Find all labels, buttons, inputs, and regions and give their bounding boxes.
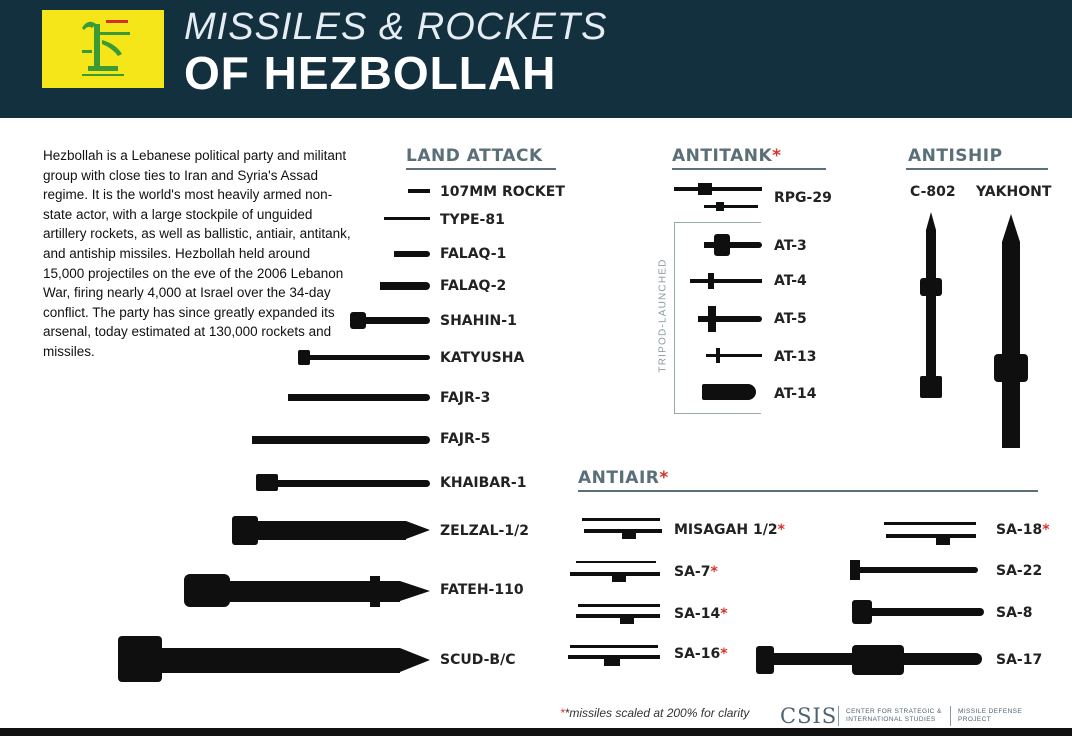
label-fajr5: FAJR-5 xyxy=(440,431,491,447)
header-banner xyxy=(0,0,1072,118)
missile-107mm-icon xyxy=(408,189,430,193)
section-antitank: ANTITANK* xyxy=(672,146,782,166)
section-antiair: ANTIAIR* xyxy=(578,468,669,488)
label-type81: TYPE-81 xyxy=(440,212,505,228)
label-at14: AT-14 xyxy=(774,386,817,402)
section-rule xyxy=(406,168,556,170)
label-falaq1: FALAQ-1 xyxy=(440,246,507,262)
label-c802: C-802 xyxy=(910,184,956,200)
label-khaibar1: KHAIBAR-1 xyxy=(440,475,527,491)
label-zelzal: ZELZAL-1/2 xyxy=(440,523,529,539)
label-falaq2: FALAQ-2 xyxy=(440,278,507,294)
label-sa17: SA-17 xyxy=(996,652,1043,668)
label-at3: AT-3 xyxy=(774,238,807,254)
label-at5: AT-5 xyxy=(774,311,807,327)
label-yakhont: YAKHONT xyxy=(976,184,1052,200)
label-fajr3: FAJR-3 xyxy=(440,390,491,406)
label-at13: AT-13 xyxy=(774,349,817,365)
label-sa7: SA-7* xyxy=(674,564,718,580)
section-land-attack: LAND ATTACK xyxy=(406,146,543,166)
missile-type81-icon xyxy=(384,217,430,220)
title-line-2: OF HEZBOLLAH xyxy=(184,47,557,99)
csis-subtitle: CENTER FOR STRATEGIC & INTERNATIONAL STUDIES xyxy=(846,708,942,723)
label-sa8: SA-8 xyxy=(996,605,1033,621)
label-sa14: SA-14* xyxy=(674,606,728,622)
missile-falaq2-icon xyxy=(380,282,430,290)
scale-footnote: **missiles scaled at 200% for clarity xyxy=(560,706,750,720)
label-fateh110: FATEH-110 xyxy=(440,582,524,598)
tripod-label: TRIPOD-LAUNCHED xyxy=(657,258,669,373)
label-katyusha: KATYUSHA xyxy=(440,350,525,366)
title-line-1: MISSILES & ROCKETS xyxy=(184,6,608,48)
section-rule xyxy=(906,168,1048,170)
section-antiship: ANTISHIP xyxy=(908,146,1003,166)
section-rule xyxy=(578,490,1038,492)
hezbollah-flag-icon xyxy=(42,10,164,88)
label-107mm: 107MM ROCKET xyxy=(440,184,565,200)
label-sa18: SA-18* xyxy=(996,522,1050,538)
footer-divider xyxy=(838,706,839,726)
intro-paragraph: Hezbollah is a Lebanese political party and militant group with close ties to Iran and Syria's Assad regime. It is the world's most heavily armed non-state actor, with a large stockpile of unguided artillery rockets, as well as ballistic, antiair, antitank, and antiship missiles. Hezbollah held around 15,000 projectiles on the eve of the 2006 Lebanon War, firing nearly 4,000 at Israel over the 34-day conflict. The party has since greatly expanded its arsenal, today estimated at 130,000 rockets and missiles. xyxy=(43,148,351,359)
label-rpg29: RPG-29 xyxy=(774,190,832,206)
missile-fajr5-icon xyxy=(252,436,430,444)
footer-divider xyxy=(950,706,951,726)
label-sa16: SA-16* xyxy=(674,646,728,662)
missile-fajr3-icon xyxy=(288,394,430,401)
label-misagah: MISAGAH 1/2* xyxy=(674,522,785,538)
bottom-border xyxy=(0,728,1072,736)
label-shahin1: SHAHIN-1 xyxy=(440,313,517,329)
missile-defense-project-label: MISSILE DEFENSE PROJECT xyxy=(958,708,1023,723)
csis-logo: CSIS xyxy=(780,704,838,728)
missile-falaq1-icon xyxy=(394,251,430,257)
section-rule xyxy=(672,168,826,170)
label-at4: AT-4 xyxy=(774,273,807,289)
label-sa22: SA-22 xyxy=(996,563,1043,579)
label-scud: SCUD-B/C xyxy=(440,652,516,668)
